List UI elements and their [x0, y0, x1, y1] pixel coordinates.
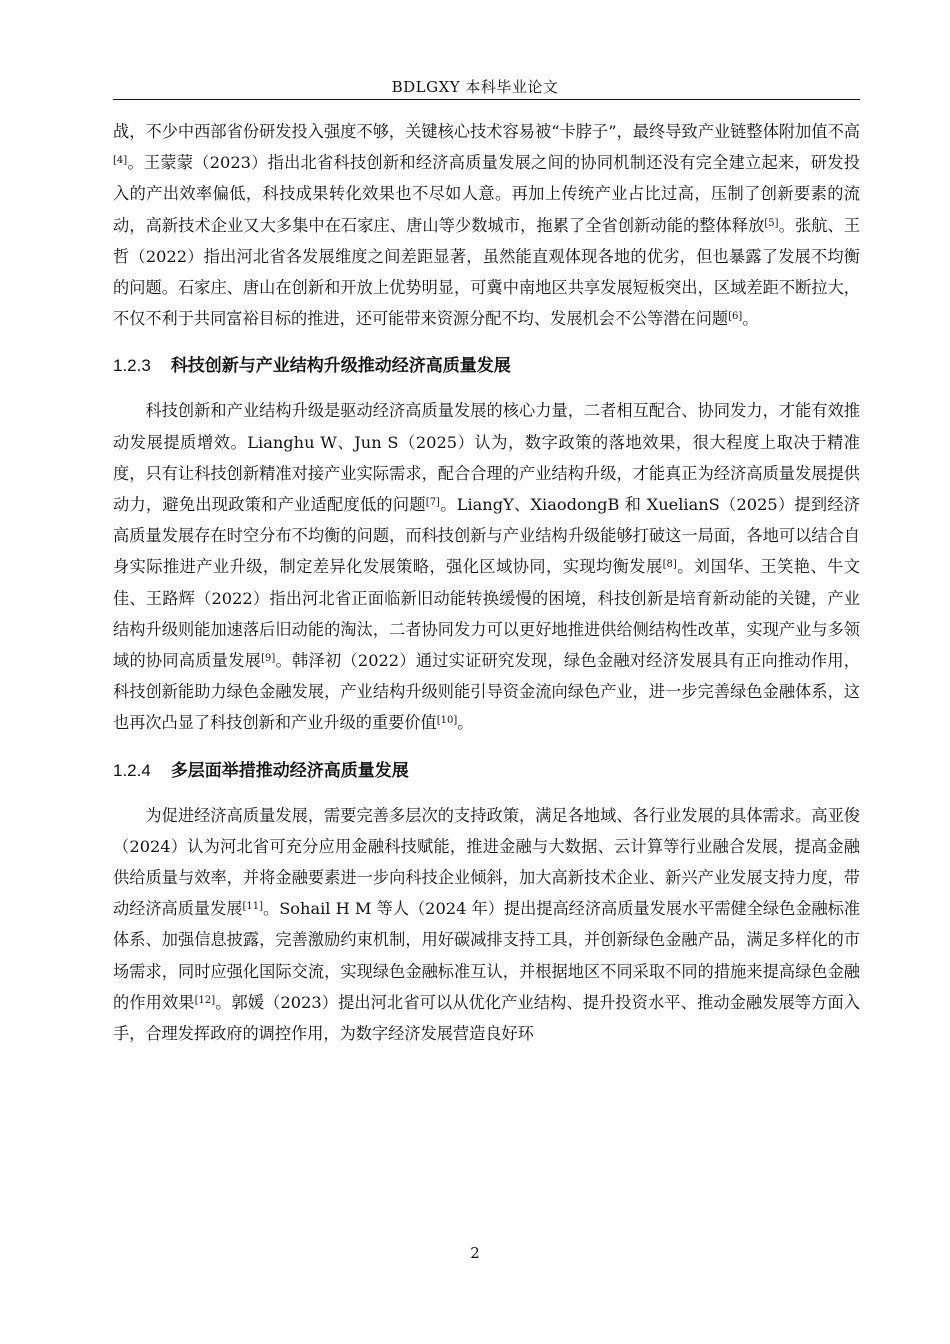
section-heading-1-2-4 — [113, 759, 860, 783]
citation-5: [5] — [764, 217, 779, 229]
citation-8: [8] — [662, 559, 677, 571]
section-number: 1.2.4 — [113, 760, 151, 780]
section-title: 科技创新与产业结构升级推动经济高质量发展 — [170, 356, 511, 377]
section-title: 多层面举措推动经济高质量发展 — [170, 760, 409, 781]
paragraph-3: 为促进经济高质量发展，需要完善多层次的支持政策，满足各地域、各行业发展的具体需求。高亚俊（2024）认为河北省可充分应用金融科技赋能，推进金融与大数据、云计算等行业融合发展，提高金融供给质量与效率，并将金融要素进一步向科技企业倾斜，加大高新技术企业、新兴产业发展支持力度，带动经济高质量发展[11]。Sohail H M 等人（2024 年）提出提高经济高质量发展水平需健全绿色金融标准体系、加强信息披露，完善激励约束机制，用好碳减排支持工具，并创新绿色金融产品，满足多样化的市场需求，同时应强化国际交流，实现绿色金融标准互认，并根据地区不同采取不同的措施来提高绿色金融的作用效果[12]。郭媛（2023）提出河北省可以从优化产业结构、提升投资水平、推动金融发展等方面入手，合理发挥政府的调控作用，为数字经济发展营造良好环 — [113, 805, 861, 1044]
citation-7: [7] — [425, 497, 440, 509]
citation-10: [10] — [436, 715, 458, 727]
paragraph-1: 战，不少中西部省份研发投入强度不够，关键核心技术容易被“卡脖子”，最终导致产业链整体附加值不高[4]。王蒙蒙（2023）指出北省科技创新和经济高质量发展之间的协同机制还没有完全建立起来，研发投入的产出效率偏低，科技成果转化效果也不尽如人意。再加上传统产业占比过高，压制了创新要素的流动，高新技术企业又大多集中在石家庄、唐山等少数城市，拖累了全省创新动能的整体释放[5]。张航、王哲（2022）指出河北省各发展维度之间差距显著，虽然能直观体现各地的优劣，但也暴露了发展不均衡的问题。石家庄、唐山在创新和开放上优势明显，可冀中南地区共享发展短板突出，区域差距不断拉大，不仅不利于共同富裕目标的推进，还可能带来资源分配不均、发展机会不公等潜在问题[6]。 — [113, 122, 861, 329]
citation-9: [9] — [261, 653, 276, 665]
page-body — [113, 116, 860, 1049]
page-header: BDLGXY 本科毕业论文 — [391, 78, 559, 96]
page-number: 2 — [470, 1244, 480, 1262]
header-rule — [113, 99, 860, 100]
section-heading-1-2-3 — [113, 354, 860, 378]
citation-11: [11] — [242, 901, 264, 913]
section-number: 1.2.3 — [113, 356, 151, 376]
citation-4: [4] — [113, 155, 128, 167]
citation-12: [12] — [194, 994, 216, 1006]
paragraph-2: 科技创新和产业结构升级是驱动经济高质量发展的核心力量，二者相互配合、协同发力，才能有效推动发展提质增效。Lianghu W、Jun S（2025）认为，数字政策的落地效果，很大程度上取决于精准度，只有让科技创新精准对接产业实际需求，配合合理的产业结构升级，才能真正为经济高质量发展提供动力，避免出现政策和产业适配度低的问题[7]。LiangY、XiaodongB 和 XuelianS（2025）提到经济高质量发展存在时空分布不均衡的问题，而科技创新与产业结构升级能够打破这一局面，各地可以结合自身实际推进产业升级，制定差异化发展策略，强化区域协同，实现均衡发展[8]。刘国华、王笑艳、牛文佳、王路辉（2022）指出河北省正面临新旧动能转换缓慢的困境，科技创新是培育新动能的关键，产业结构升级则能加速落后旧动能的淘汰，二者协同发力可以更好地推进供给侧结构性改革，实现产业与多领域的协同高质量发展[9]。韩泽初（2022）通过实证研究发现，绿色金融对经济发展具有正向推动作用，科技创新能助力绿色金融发展，产业结构升级则能引导资金流向绿色产业，进一步完善绿色金融体系，这也再次凸显了科技创新和产业升级的重要价值[10]。 — [113, 401, 861, 733]
citation-6: [6] — [728, 311, 743, 323]
